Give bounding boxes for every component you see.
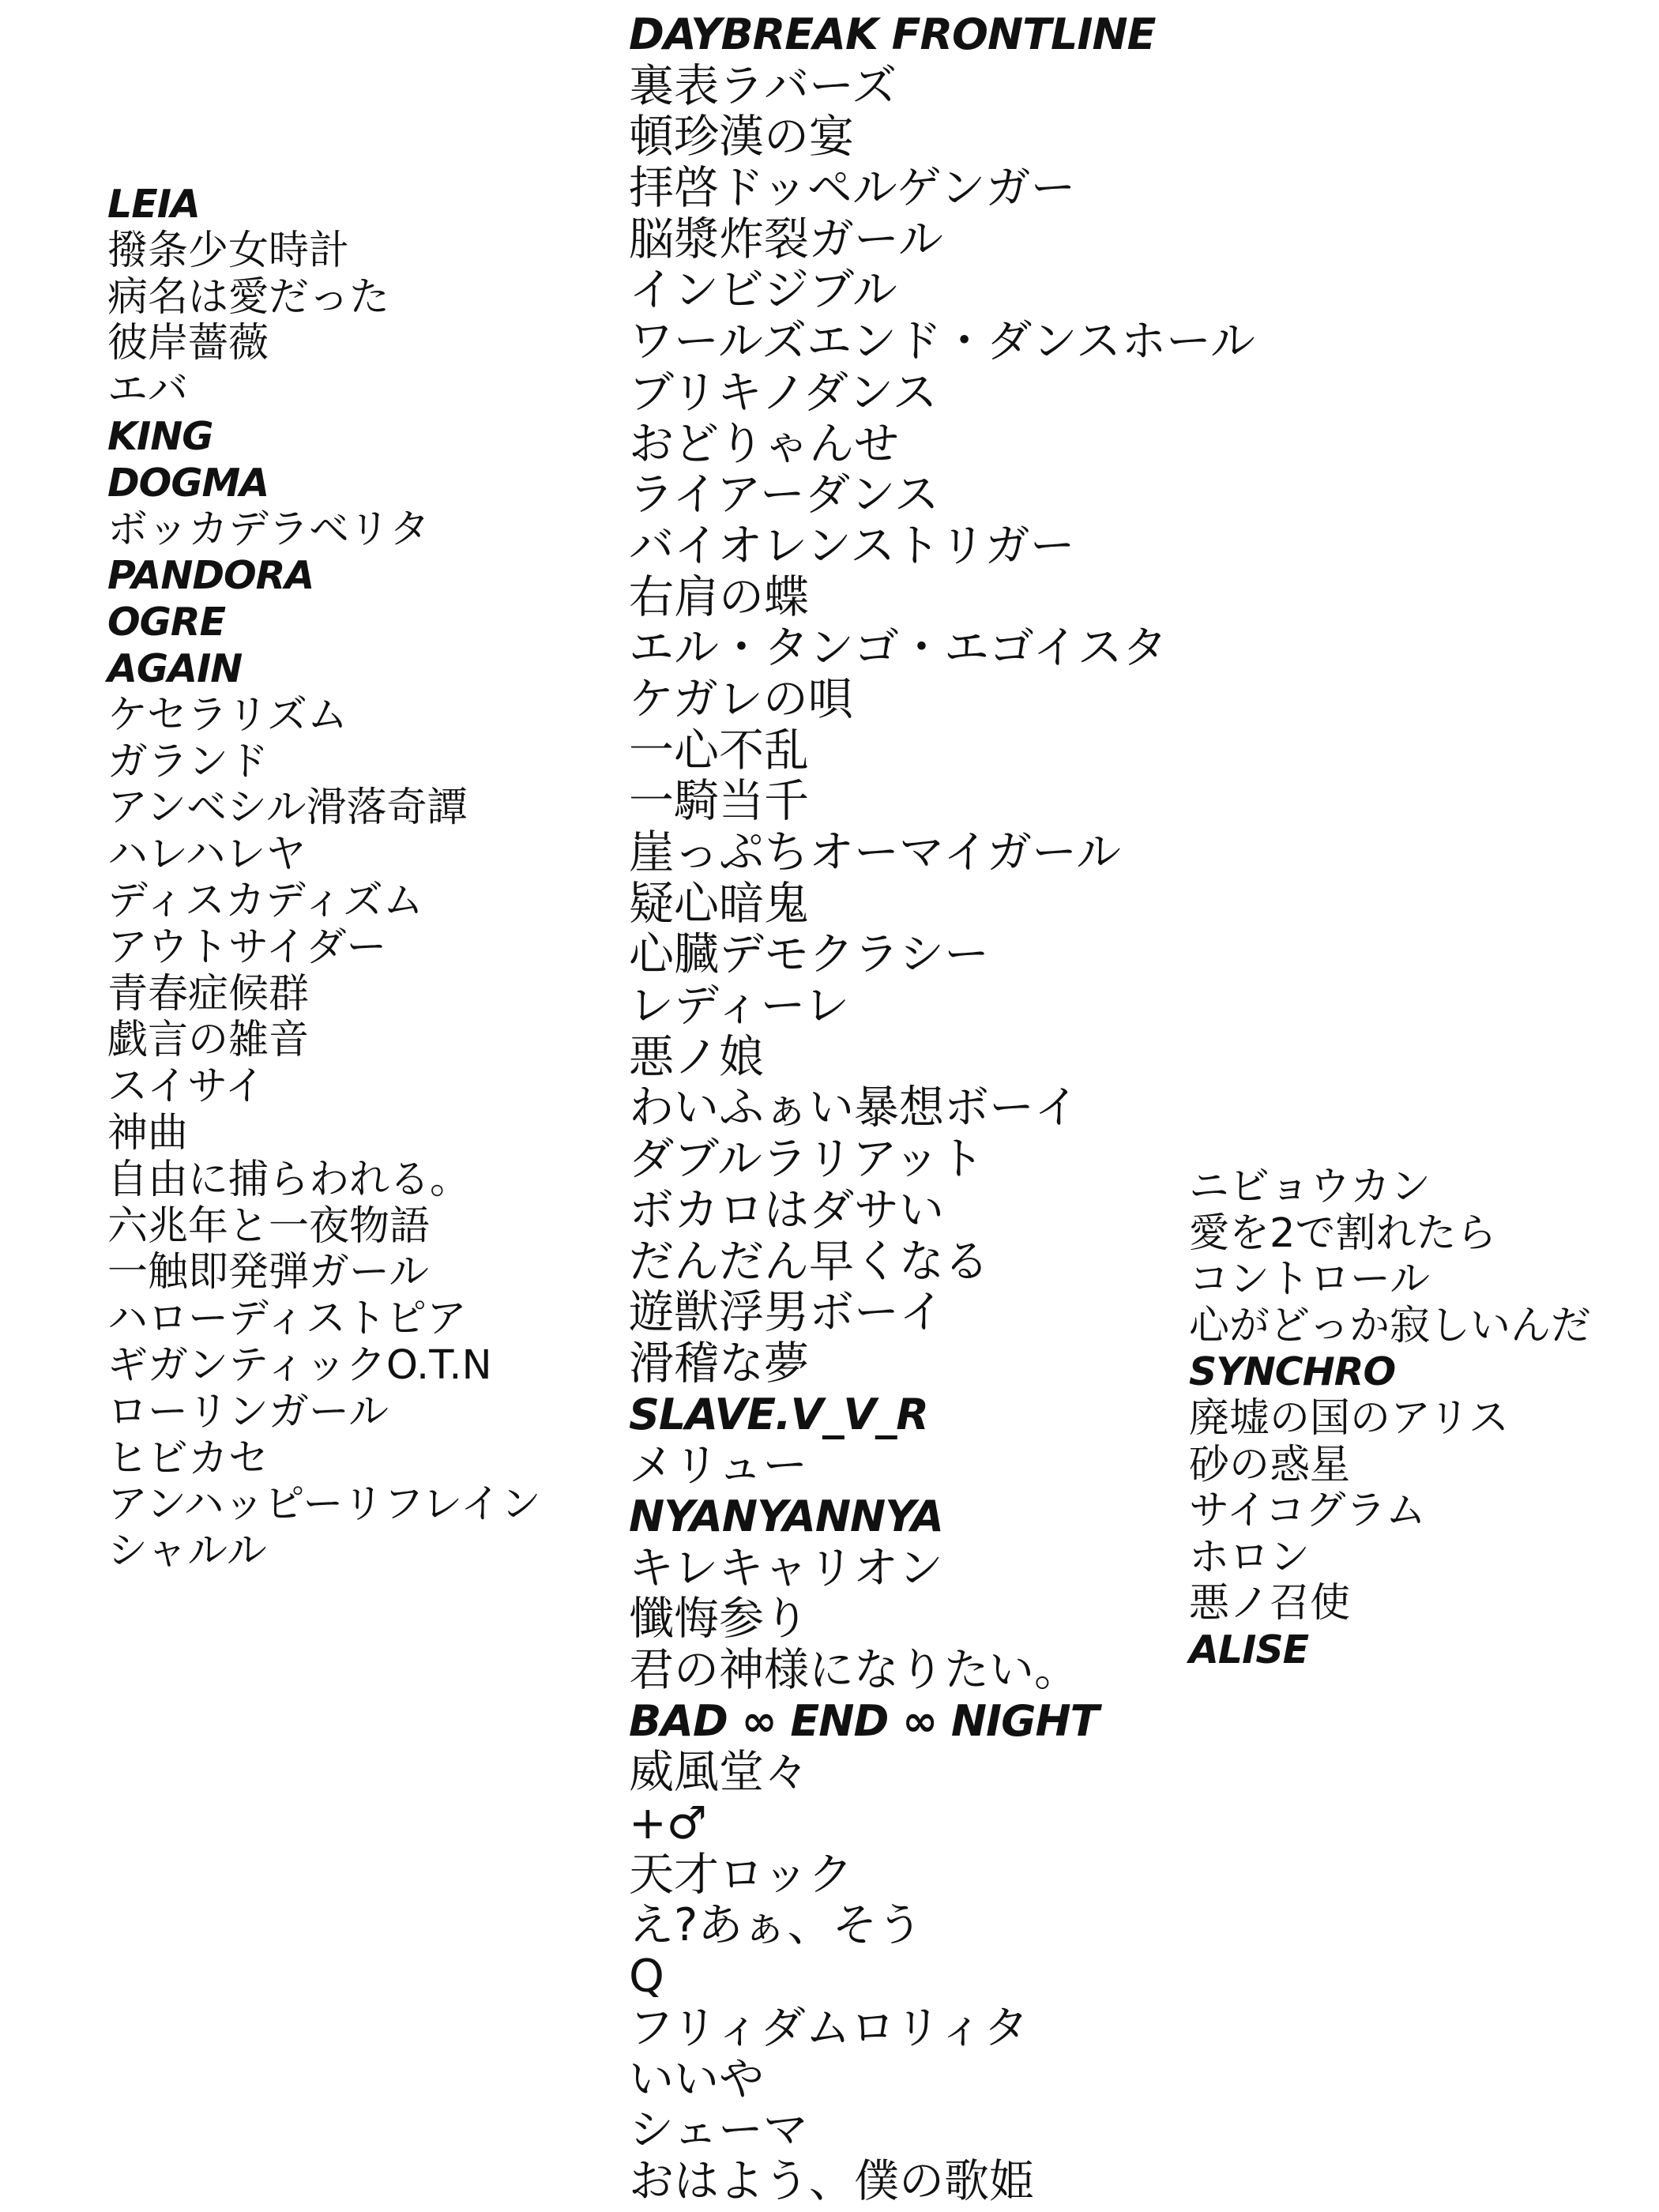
song-title: 威風堂々 [629,1746,809,1799]
song-title: 心臓デモクラシー [629,928,989,981]
song-title: 遊獣浮男ボーイ [629,1286,944,1339]
song-title: 頓珍漢の宴 [629,111,854,164]
song-title: SLAVE.V_V_R [629,1389,928,1439]
song-title: 自由に捕らわれる。 [107,1156,471,1203]
song-title: BAD ∞ END ∞ NIGHT [629,1695,1099,1746]
song-title: 神曲 [107,1109,189,1157]
song-title: わいふぁい暴想ボーイ [629,1082,1079,1134]
song-title: いいや [629,2052,764,2105]
song-title: コントロール [1189,1256,1430,1304]
song-title: アンベシル滑落奇譚 [107,784,468,832]
song-column-middle [629,9,1255,2207]
song-title: 脳漿炸裂ガール [629,213,943,265]
song-title: おはよう、僕の歌姫 [629,2154,1034,2207]
song-title: ワールズエンド・ダンスホール [629,315,1255,368]
song-title: 病名は愛だった [107,273,390,321]
song-title: ヒビカセ [107,1435,269,1482]
song-title: 一心不乱 [629,724,809,777]
song-title: LEIA [107,182,200,227]
song-title: ダブルラリアット [629,1133,984,1186]
song-title: ケガレの唄 [629,672,853,725]
song-title: OGRE [107,600,226,645]
song-title: 裏表ラバーズ [629,59,897,112]
song-title: 拝啓ドッペルゲンガー [629,162,1076,215]
song-title: ケセラリズム [107,691,348,739]
song-title: AGAIN [107,645,243,691]
song-title: 青春症候群 [107,970,310,1018]
song-title: メリュー [629,1439,808,1492]
song-title: KING [107,413,213,459]
song-title: 心がどっか寂しいんだ [1189,1302,1591,1349]
song-title: ボカロはダサい [629,1183,944,1236]
song-title: おどりゃんせ [629,417,899,470]
song-title: ガランド [107,738,269,785]
song-title: PANDORA [107,553,314,599]
song-title: フリィダムロリィタ [629,2001,1029,2054]
song-title: 彼岸薔薇 [107,320,269,367]
song-title: キレキャリオン [629,1541,943,1594]
song-title: ライアーダンス [629,468,939,521]
song-title: 天才ロック [629,1848,853,1901]
song-title: DOGMA [107,460,269,506]
song-title: 懺悔参り [629,1593,809,1646]
song-title: ボッカデラベリタ [107,506,431,553]
song-title: レディーレ [629,980,850,1033]
song-title: シャルル [107,1528,267,1575]
song-title: アウトサイダー [107,924,387,971]
song-title: 六兆年と一夜物語 [107,1202,431,1250]
song-title: 砂の惑星 [1189,1441,1351,1488]
song-column-left [107,182,541,1575]
song-title: ブリキノダンス [629,366,938,419]
song-title: Q [629,1951,664,2003]
song-title: 疑心暗鬼 [629,877,809,930]
song-title: ALISE [1189,1627,1309,1672]
song-title: 戯言の雑音 [107,1017,310,1064]
song-title: 撥条少女時計 [107,227,350,274]
song-title: 悪ノ娘 [629,1030,764,1083]
song-title: ギガンティックO.T.N [107,1341,492,1389]
song-title: +♂ [629,1797,707,1850]
song-title: DAYBREAK FRONTLINE [629,9,1156,59]
song-title: ローリンガール [107,1388,389,1435]
song-title: ホロン [1189,1533,1311,1581]
song-title: NYANYANNYA [629,1491,943,1541]
song-title: 崖っぷちオーマイガール [629,826,1122,878]
song-title: エバ [107,367,189,414]
song-title: 君の神様になりたい。 [629,1644,1079,1696]
song-title: 悪ノ召使 [1189,1580,1351,1627]
song-title: ハレハレヤ [107,831,307,878]
song-title: だんだん早くなる [629,1235,989,1288]
song-title: 一騎当千 [629,775,809,828]
song-title: インビジブル [629,264,897,317]
song-title: サイコグラム [1189,1488,1426,1535]
song-title: ハローディストピア [107,1296,467,1343]
song-title: エル・タンゴ・エゴイスタ [629,622,1168,675]
song-title: バイオレンストリガー [629,519,1075,572]
song-title: 一触即発弾ガール [107,1249,429,1296]
song-title: 廃墟の国のアリス [1189,1394,1509,1442]
song-title: ニビョウカン [1189,1164,1431,1210]
song-title: SYNCHRO [1189,1349,1396,1395]
song-title: え?あぁ、そう [629,1899,923,1952]
song-title: シェーマ [629,2104,808,2157]
song-column-right [1189,1164,1591,1674]
song-title: 愛を2で割れたら [1189,1209,1497,1257]
song-title: 右肩の蝶 [629,570,809,623]
song-title: ディスカディズム [107,877,423,924]
song-title: 滑稽な夢 [629,1337,809,1390]
song-title: アンハッピーリフレイン [107,1481,541,1529]
song-title: スイサイ [107,1063,265,1111]
